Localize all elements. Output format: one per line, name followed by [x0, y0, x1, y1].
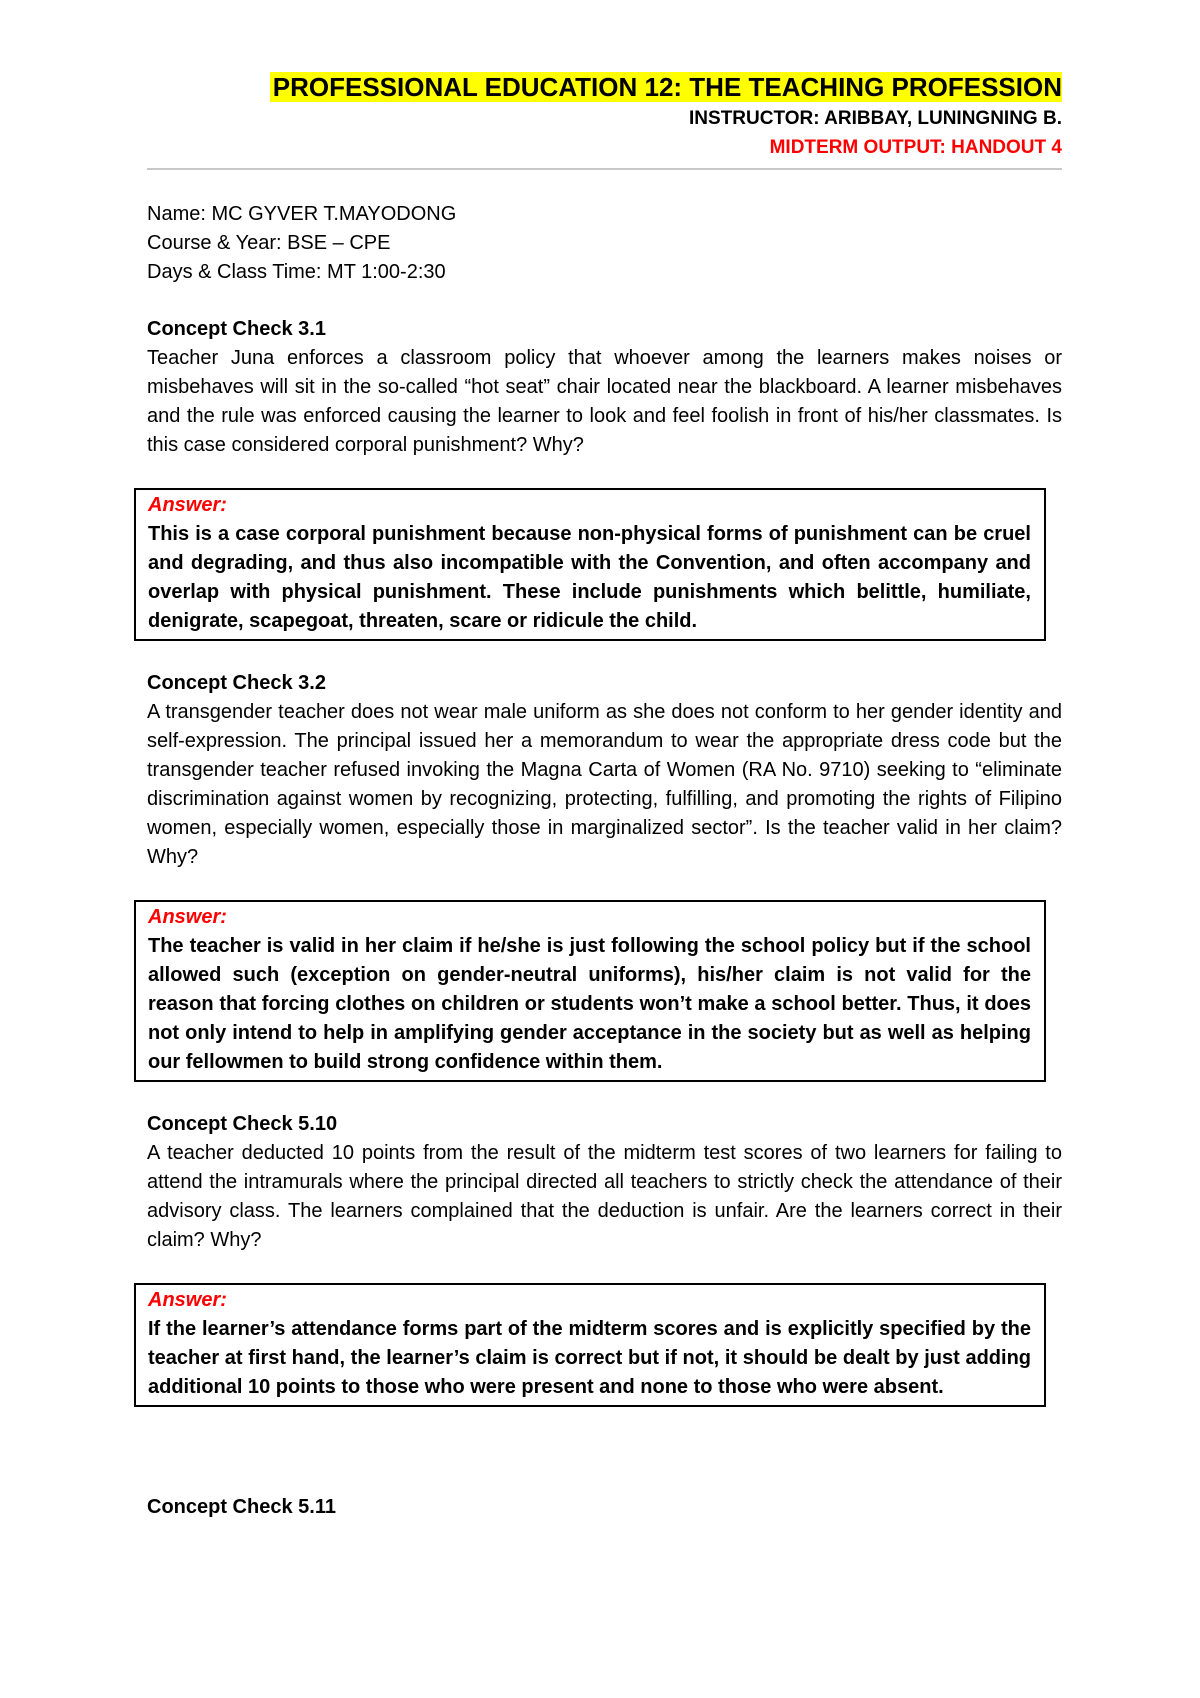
- concept-check-title: Concept Check 3.1: [147, 318, 326, 340]
- course-title-highlight: PROFESSIONAL EDUCATION 12: THE TEACHING PROFESSION: [270, 72, 1062, 102]
- concept-check-question: A transgender teacher does not wear male uniform as she does not conform to her gender identity and self-expression. The principal issued her a memorandum to wear the appropriate dress code but the transgender teacher refused invoking the Magna Carta of Women (RA No. 9710) seeking to “eliminate discrimination against women by recognizing, protecting, fulfilling, and promoting the rights of Filipino women, especially women, especially those in marginalized sector”. Is the teacher valid in her claim? Why?: [147, 701, 1062, 868]
- student-name: Name: MC GYVER T.MAYODONG: [147, 203, 457, 225]
- concept-check-question: A teacher deducted 10 points from the result of the midterm test scores of two learners for failing to attend the intramurals where the principal directed all teachers to strictly check the attendance of their advisory class. The learners complained that the deduction is unfair. Are the learners correct in their claim? Why?: [147, 1142, 1062, 1251]
- answer-box: [134, 488, 1046, 641]
- answer-text: This is a case corporal punishment because non-physical forms of punishment can be cruel and degrading, and thus also incompatible with the Convention, and often accompany and overlap with physical punishment. These include punishments which belittle, humiliate, denigrate, scapegoat, threaten, scare or ridicule the child.: [148, 523, 1031, 632]
- answer-label: Answer:: [148, 906, 227, 928]
- document-page: [147, 70, 1062, 1522]
- concept-check-title: Concept Check 5.11: [147, 1496, 336, 1518]
- student-schedule: Days & Class Time: MT 1:00-2:30: [147, 261, 446, 283]
- spacer: [147, 1407, 1062, 1465]
- student-info: [147, 200, 1062, 287]
- concept-check-title: Concept Check 5.10: [147, 1113, 338, 1135]
- answer-text: The teacher is valid in her claim if he/she is just following the school policy but if the school allowed such (exception on gender-neutral uniforms), his/her claim is not valid for the reason that forcing clothes on children or students won’t make a school better. Thus, it does not only intend to help in amplifying gender acceptance in the society but as well as helping our fellowmen to build strong confidence within them.: [148, 935, 1031, 1073]
- course-title: [147, 70, 1062, 104]
- answer-box: [134, 900, 1046, 1082]
- instructor-line: INSTRUCTOR: ARIBBAY, LUNINGNING B.: [689, 108, 1062, 129]
- student-course-year: Course & Year: BSE – CPE: [147, 232, 391, 254]
- answer-box: [134, 1283, 1046, 1407]
- concept-check-title: Concept Check 3.2: [147, 672, 326, 694]
- answer-label: Answer:: [148, 1289, 227, 1311]
- answer-text: If the learner’s attendance forms part of the midterm scores and is explicitly specified by the teacher at first hand, the learner’s claim is correct but if not, it should be dealt by just adding additional 10 points to those who were present and none to those who were absent.: [148, 1318, 1031, 1398]
- header-divider: [147, 168, 1062, 170]
- answer-label: Answer:: [148, 494, 227, 516]
- concept-check-question: Teacher Juna enforces a classroom policy that whoever among the learners makes noises or misbehaves will sit in the so-called “hot seat” chair located near the blackboard. A learner misbehaves and the rule was enforced causing the learner to look and feel foolish in front of his/her classmates. Is this case considered corporal punishment? Why?: [147, 347, 1062, 456]
- output-line: MIDTERM OUTPUT: HANDOUT 4: [769, 137, 1062, 158]
